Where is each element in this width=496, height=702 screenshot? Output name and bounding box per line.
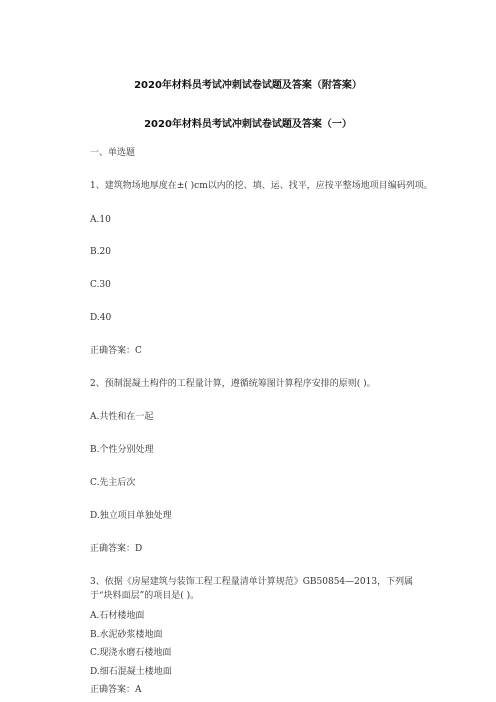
option-d: D.细石混凝土楼地面 <box>90 667 172 677</box>
option-d: D.40 <box>90 313 112 323</box>
option-c: C.30 <box>90 280 111 290</box>
section-heading: 一、单选题 <box>90 148 136 158</box>
option-b: B.20 <box>90 247 111 257</box>
answer-text: 正确答案：A <box>90 685 142 695</box>
question-stem: 1、建筑物场地厚度在±( )cm以内的挖、填、运、找平，应按平整场地项目编码列项。 <box>90 181 433 191</box>
question-stem: 2、预制混凝土构件的工程量计算，遵循统筹图计算程序安排的原则( )。 <box>90 379 376 389</box>
option-a: A.石材楼地面 <box>90 611 145 621</box>
option-c: C.现浇水磨石楼地面 <box>90 648 172 658</box>
document-title: 2020年材料员考试冲刺试卷试题及答案（附答案） <box>134 80 362 91</box>
answer-text: 正确答案：D <box>90 544 143 554</box>
answer-text: 正确答案：C <box>90 346 142 356</box>
option-c: C.先主后次 <box>90 478 136 488</box>
option-a: A.共性和在一起 <box>90 412 154 422</box>
option-b: B.水泥砂浆楼地面 <box>90 630 163 640</box>
question-stem: 3、依据《房屋建筑与装饰工程工程量清单计算规范》GB50854—2013，下列属于“块料面层”的项目是( )。 <box>90 577 414 601</box>
option-b: B.个性分别处理 <box>90 445 154 455</box>
document-subtitle: 2020年材料员考试冲刺试卷试题及答案（一） <box>144 119 352 130</box>
option-a: A.10 <box>90 215 111 225</box>
option-d: D.独立项目单独处理 <box>90 511 172 521</box>
